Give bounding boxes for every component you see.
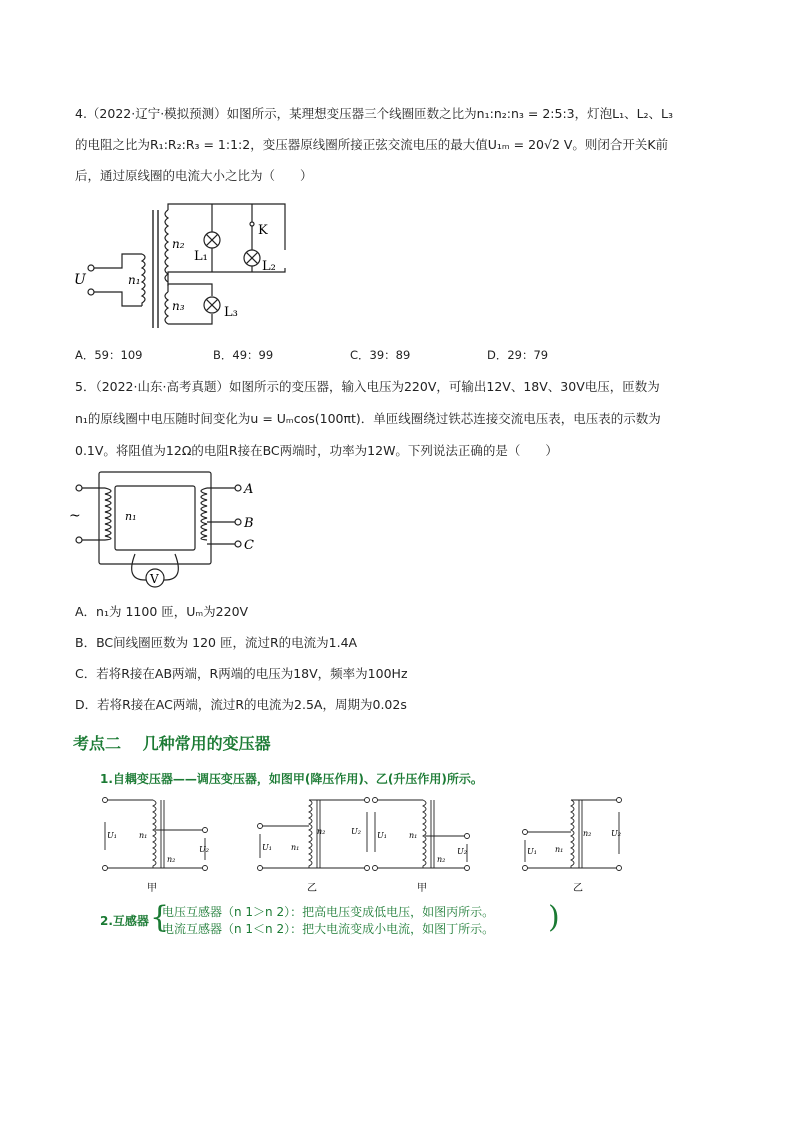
q4-line-2: 的电阻之比为R₁:R₂:R₃ = 1:1:2，变压器原线圈所接正弦交流电压的最大值U₁ₘ = 20√2 V。则闭合开关K前 [75, 137, 669, 152]
autotransformer-diagrams [95, 792, 655, 902]
fig3-n2: n₂ [437, 855, 446, 864]
fig3-n1: n₁ [409, 831, 418, 840]
q4-fig-l1: L₁ [194, 249, 208, 264]
fig1-u2: U₂ [199, 845, 209, 854]
fig2-u1: U₁ [262, 843, 272, 852]
caption-yi-2: 乙 [573, 883, 583, 894]
caption-jia-1: 甲 [147, 883, 157, 894]
q4-circuit-diagram [70, 196, 300, 336]
q5-fig-voltmeter: V [150, 572, 159, 586]
q5-option-b[interactable]: B．BC间线圈匝数为 120 匝，流过R的电流为1.4A [75, 635, 358, 650]
q5-option-d[interactable]: D．若将R接在AC两端，流过R的电流为2.5A，周期为0.02s [75, 697, 407, 712]
q4-fig-l3: L₃ [224, 305, 238, 320]
q4-fig-n1: n₁ [128, 273, 141, 287]
q4-option-d[interactable]: D．29：79 [487, 348, 549, 362]
fig4-u2: U₂ [611, 829, 621, 838]
q5-line-3: 0.1V。将阻值为12Ω的电阻R接在BC两端时，功率为12W。下列说法正确的是（ ） [75, 443, 558, 458]
q5-option-a[interactable]: A．n₁为 1100 匝，Uₘ为220V [75, 604, 249, 619]
q5-transformer-diagram [65, 468, 275, 593]
q4-fig-n2: n₂ [172, 237, 185, 251]
fig4-n2: n₂ [583, 829, 592, 838]
caption-jia-2: 甲 [417, 883, 427, 894]
fig1-n2: n₂ [167, 855, 176, 864]
fig4-u1: U₁ [527, 847, 537, 856]
fig1-n1: n₁ [139, 831, 148, 840]
q4-line-3: 后，通过原线圈的电流大小之比为（ ） [75, 168, 313, 183]
fig2-n2: n₂ [317, 827, 326, 836]
right-bracket-icon: ) [548, 900, 560, 935]
fig1-u1: U₁ [107, 831, 117, 840]
item2-line-1: 电压互感器（n 1＞n 2）：把高电压变成低电压，如图丙所示。 [162, 905, 495, 919]
left-brace-icon: { [150, 900, 170, 935]
item2-line-2: 电流互感器（n 1＜n 2）：把大电流变成小电流，如图丁所示。 [162, 922, 495, 936]
q4-fig-k: K [258, 223, 268, 238]
q4-line-1: 4.（2022·辽宁·模拟预测）如图所示，某理想变压器三个线圈匝数之比为n₁:n₂:n₃ = 2:5:3，灯泡L₁、L₂、L₃ [75, 106, 674, 121]
caption-yi-1: 乙 [307, 883, 317, 894]
q4-option-a[interactable]: A．59：109 [75, 348, 143, 362]
q4-fig-u: U [74, 272, 86, 288]
q5-option-c[interactable]: C．若将R接在AB两端，R两端的电压为18V，频率为100Hz [75, 666, 408, 681]
q5-fig-c: C [244, 538, 254, 553]
fig2-n1: n₁ [291, 843, 300, 852]
q4-fig-n3: n₃ [172, 299, 185, 313]
q5-fig-b: B [244, 516, 254, 531]
fig4-n1: n₁ [555, 845, 564, 854]
q5-line-2: n₁的原线圈中电压随时间变化为u = Uₘcos(100πt)．单匝线圈绕过铁芯连接交流电压表，电压表的示数为 [75, 411, 661, 426]
q4-option-c[interactable]: C．39：89 [350, 348, 411, 362]
q4-option-b[interactable]: B．49：99 [213, 348, 274, 362]
fig3-u2: U₂ [457, 847, 467, 856]
fig2-u2: U₂ [351, 827, 361, 836]
fig3-u1: U₁ [377, 831, 387, 840]
q5-line-1: 5．（2022·山东·高考真题）如图所示的变压器，输入电压为220V，可输出12V、18V、30V电压，匝数为 [75, 379, 660, 394]
section-item-1: 1.自耦变压器——调压变压器，如图甲(降压作用)、乙(升压作用)所示。 [100, 772, 483, 786]
q5-fig-n1: n₁ [125, 510, 137, 523]
q5-fig-a: A [244, 482, 254, 497]
q5-fig-ac: ~ [69, 508, 81, 524]
q4-fig-l2: L₂ [262, 259, 276, 274]
item2-label: 2.互感器 [100, 914, 149, 928]
section-title: 考点二 几种常用的变压器 [73, 734, 271, 753]
